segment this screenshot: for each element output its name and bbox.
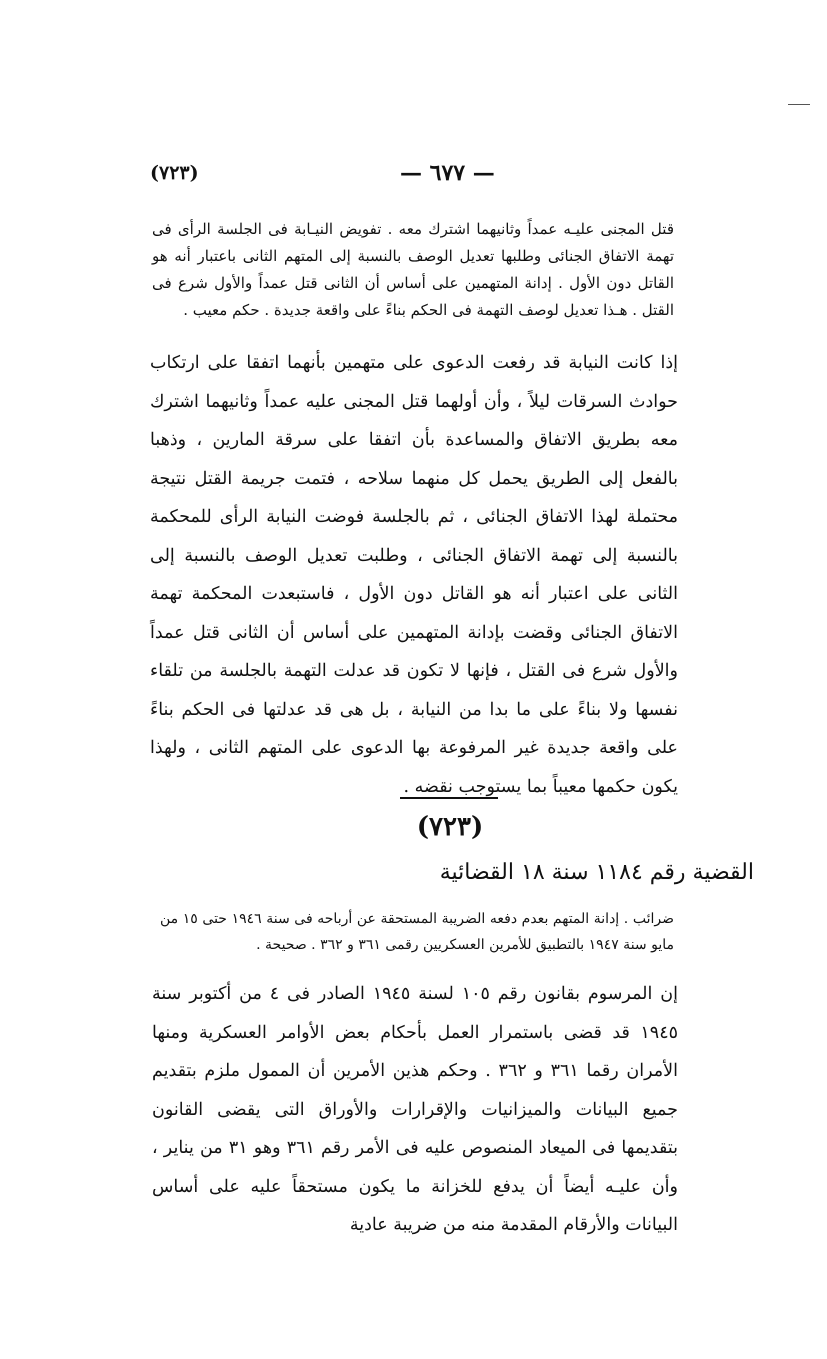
previous-ruling-body: إذا كانت النيابة قد رفعت الدعوى على متهمين بأنهما اتفقا على ارتكاب حوادث السرقات ليلاً ، وأن أولهما قتل المجنى عليه عمداً وثانيهما اشترك معه بطريق الاتفاق والمساعدة بأن اتفقا على سرقة المارين ، وذهبا بالفعل إلى الطريق يحمل كل منهما سلاحه ، فتمت جريمة القتل نتيجة محتملة لهذا الاتفاق الجنائى ، ثم بالجلسة فوضت النيابة الرأى للمحكمة بالنسبة إلى تهمة الاتفاق الجنائى ، وطلبت تعديل الوصف بالنسبة إلى الثانى على اعتبار أنه هو القاتل دون الأول ، فاستبعدت المحكمة تهمة الاتفاق الجنائى وقضت بإدانة المتهمين على أساس أن الثانى قتل عمداً والأول شرع فى القتل ، فإنها لا تكون قد عدلت التهمة بالجلسة من تلقاء نفسها ولا بناءً على ما بدا من النيابة ، بل هى قد عدلتها فى الحكم بناءً على واقعة جديدة غير المرفوعة بها الدعوى على المتهم الثانى ، ولهذا يكون حكمها معيباً بما يستوجب نقضه . (150, 353, 678, 797)
margin-mark (788, 104, 810, 105)
ruling-body: إن المرسوم بقانون رقم ١٠٥ لسنة ١٩٤٥ الصادر فى ٤ من أكتوبر سنة ١٩٤٥ قد قضى باستمرار العمل بأحكام بعض الأوامر العسكرية ومنها الأمران رقما ٣٦١ و ٣٦٢ . وحكم هذين الأمرين أن الممول ملزم بتقديم جميع البيانات والميزانيات والإقرارات والأوراق التى يقضى القانون بتقديمها فى الميعاد المنصوص عليه فى الأمر رقم ٣٦١ وهو ٣١ من يناير ، وأن عليـه أيضاً أن يدفع للخزانة ما يكون مستحقاً عليه على أساس البيانات والأرقام المقدمة منه من ضريبة عادية (152, 984, 679, 1235)
page-header (150, 160, 690, 190)
ruling-summary: ضرائب . إدانة المتهم بعدم دفعه الضريبة المستحقة عن أرباحه فى سنة ١٩٤٦ حتى ١٥ من مايو سنة ١٩٤٧ بالتطبيق للأمرين العسكريين رقمى ٣٦١ و ٣٦٢ . صحيحة . (160, 911, 674, 953)
section-divider (400, 797, 498, 799)
header-case-ref: (٧٢٣) (150, 162, 199, 184)
case-title: القضية رقم ١١٨٤ سنة ١٨ القضائية (439, 860, 754, 885)
previous-ruling-summary: قتل المجنى عليـه عمداً وثانيهما اشترك معه . تفويض النيـابة فى الجلسة الرأى فى تهمة الاتفاق الجنائى وطلبها تعديل الوصف بالنسبة إلى المتهم الثانى باعتبار أنه هو القاتل دون الأول . إدانة المتهمين على أساس أن الثانى قتل عمداً والأول شرع فى القتل . هـذا تعديل لوصف التهمة فى الحكم بناءً على واقعة جديدة . حكم معيب . (152, 220, 674, 319)
ruling-number: (٧٢٣) (416, 812, 484, 842)
page-number: — ٦٧٧ — (400, 160, 495, 186)
